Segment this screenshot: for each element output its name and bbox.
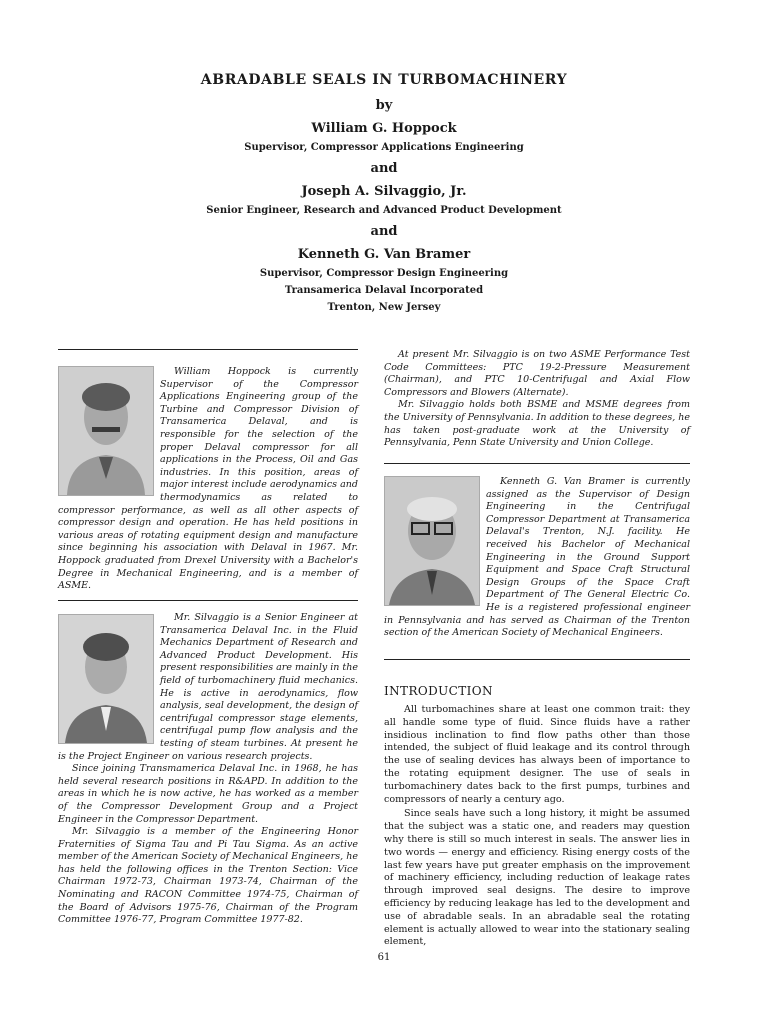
paper-title: ABRADABLE SEALS IN TURBOMACHINERY (200, 72, 568, 88)
bio-silvaggio-cont-p2: Mr. Silvaggio holds both BSME and MSME degrees from the University of Pennsylvania. In addition to these degrees, he has taken post-graduate work at the University of Pennsylvania, Penn State University and Union College. (384, 399, 690, 449)
location: Trenton, New Jersey (327, 302, 441, 313)
bio-silvaggio-p1: Mr. Silvaggio is a Senior Engineer at Transamerica Delaval Inc. in the Fluid Mechanics Department of Research and Advanced Product Development. His present responsibilities are mainly in the field of turbomachinery fluid mechanics. He is active in aerodynamics, flow analysis, seal development, the design of centrifugal compressor stage elements, centrifugal pump flow analysis and the testing of steam turbines. At present he is the Project Engineer on various research projects. (58, 612, 358, 762)
and-label-2: and (370, 224, 398, 239)
bio-silvaggio-cont-p1: At present Mr. Silvaggio is on two ASME Performance Test Code Committees: PTC 19-2-Pressure Measurement (Chairman), and PTC 10-Centrifugal and Axial Flow Compressors and Blowers (Alternate). (384, 349, 690, 398)
author-vanbramer: Kenneth G. Van Bramer (297, 247, 471, 262)
divider-left-mid (58, 600, 358, 601)
bio-silvaggio-p3: Mr. Silvaggio is a member of the Engineering Honor Fraternities of Sigma Tau and Pi Tau Sigma. As an active member of the American Society of Mechanical Engineers, he has held the following offices in the Trenton Section: Vice Chairman 1972-73, Chairman 1973-74, Chairman of the Nominating and RACON Committee 1974-75, Chairman of the Board of Advisors 1975-76, Chairman of the Program Committee 1976-77, Program Committee 1977-82. (58, 826, 358, 926)
photo-spacer-hoppock (58, 366, 160, 496)
author-hoppock: William G. Hoppock (311, 121, 457, 136)
role-silvaggio: Senior Engineer, Research and Advanced Product Development (206, 205, 562, 216)
bio-silvaggio-p2: Since joining Transmamerica Delaval Inc. in 1968, he has held several research positions in R&APD. In addition to the areas in which he is now active, he has worked as a member of the Compressor Development Group and a Project Engineer in the Compressor Department. (58, 763, 358, 825)
divider-right-top (384, 463, 690, 464)
and-label-1: and (370, 161, 398, 176)
page-number: 61 (377, 952, 391, 963)
role-hoppock: Supervisor, Compressor Applications Engineering (244, 142, 524, 153)
introduction-p1: All turbomachines share at least one common trait: they all handle some type of fluid. Since fluids have a rather insidious inclination to find flow paths other than those intended, the subject of fluid leakage and its control through the use of sealing devices has always been of importance to the rotating equipment designer. The use of seals in turbomachinery dates back to the first pumps, turbines and compressors of nearly a century ago. (384, 704, 690, 805)
photo-spacer-silvaggio (58, 612, 160, 744)
role-vanbramer: Supervisor, Compressor Design Engineering (259, 268, 509, 279)
bio-hoppock-text: William Hoppock is currently Supervisor of the Compressor Applications Engineering group of the Turbine and Compressor Division of Transamerica Delaval, and is responsible for the selection of the proper Delaval compressor for all applications in the Process, Oil and Gas industries. In this position, areas of major interest include aerodynamics and thermodynamics as related to compressor performance, as well as all other aspects of compressor design and operation. He has held positions in various areas of rotating equipment design and manufacture since beginning his association with Delaval in 1967. Mr. Hoppock graduated from Drexel University with a Bachelor's Degree in Mechanical Engineering, and is a member of ASME. (58, 366, 358, 592)
by-label: by (375, 98, 393, 113)
bio-vanbramer-block (384, 476, 690, 646)
bio-hoppock-block (58, 366, 358, 596)
bio-vanbramer-text: Kenneth G. Van Bramer is currently assigned as the Supervisor of Design Engineering in the Centrifugal Compressor Department at Transamerica Delaval's Trenton, N.J. facility. He received his Bachelor of Mechanical Engineering in the Ground Support Equipment and Space Craft Structural Design Groups of the Space Craft Department of The General Electric Co. He is a registered professional engineer in Pennsylvania and has served as Chairman of the Trenton section of the American Society of Mechanical Engineers. (384, 476, 690, 639)
bio-silvaggio-continued (384, 349, 690, 450)
author-silvaggio: Joseph A. Silvaggio, Jr. (301, 184, 467, 199)
bio-silvaggio-block (58, 612, 358, 942)
organization: Transamerica Delaval Incorporated (284, 285, 484, 296)
introduction-body (384, 704, 690, 951)
paper-header (0, 72, 768, 313)
divider-right-mid (384, 659, 690, 660)
introduction-p2: Since seals have such a long history, it might be assumed that the subject was a static one, and readers may question why there is still so much interest in seals. The answer lies in two words — energy and efficiency. Rising energy costs of the last few years have put greater emphasis on the improvement of machinery efficiency, including reduction of leakage rates through improved seal designs. The desire to improve efficiency by reducing leakage has led to the development and use of abradable seals. In an abradable seal the rotating element is actually allowed to wear into the stationary sealing element, (384, 808, 690, 948)
introduction-heading: INTRODUCTION (384, 684, 493, 698)
divider-left-top (58, 349, 358, 350)
photo-spacer-vanbramer (384, 476, 486, 606)
